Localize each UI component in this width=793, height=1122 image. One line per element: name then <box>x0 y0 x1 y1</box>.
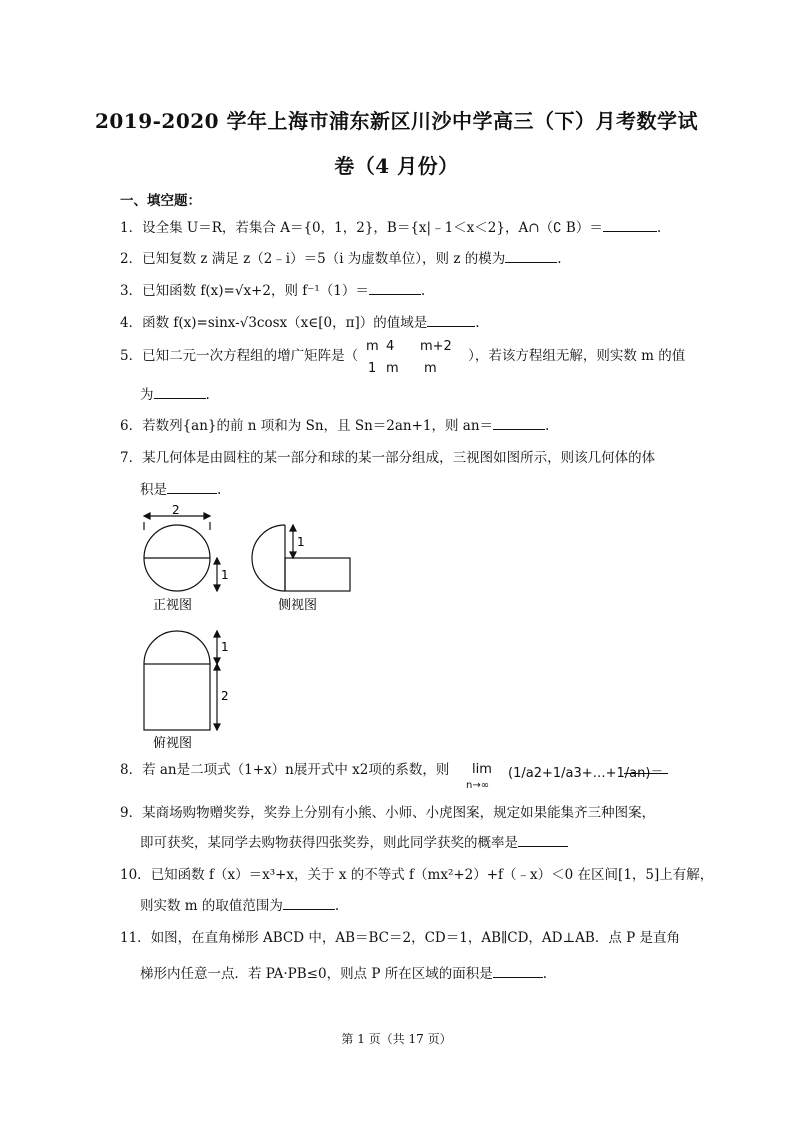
question-2 <box>120 250 562 268</box>
top-view-caption: 俯视图 <box>153 736 193 751</box>
q6-blank <box>493 417 545 430</box>
q6-text: 若数列{an}的前 n 项和为 Sn，且 Sn＝2an+1，则 an＝ <box>142 418 494 434</box>
top-view <box>144 631 220 730</box>
q1-number: 1． <box>120 220 143 236</box>
q7-blank <box>167 481 217 494</box>
question-9-line2 <box>140 834 568 852</box>
limit-sum: (1/a2+1/a3+…+1/an)＝ <box>508 766 664 781</box>
q6-number: 6． <box>120 418 143 434</box>
page-title-line2: 卷（4 月份） <box>334 154 459 178</box>
q9-line2: 即可获奖，某同学去购物获得四张奖券，则此同学获奖的概率是 <box>140 835 518 851</box>
question-10-line2 <box>140 897 339 915</box>
three-view-figure <box>135 500 365 755</box>
q10-blank <box>283 897 335 910</box>
question-11-line2 <box>140 965 547 983</box>
q10-line2: 则实数 m 的取值范围为 <box>140 898 283 914</box>
q9-blank <box>518 834 568 847</box>
q11-blank <box>493 965 543 978</box>
question-5 <box>120 347 685 365</box>
matrix-r1c1: m <box>366 339 379 354</box>
question-1 <box>120 219 661 237</box>
q8-blank <box>624 761 668 774</box>
q10-number: 10． <box>120 867 151 883</box>
q4-tail: . <box>475 315 480 331</box>
q3-number: 3． <box>120 283 143 299</box>
matrix-r1c3: m+2 <box>420 339 452 354</box>
question-7 <box>120 449 655 467</box>
q1-tail: . <box>656 220 662 236</box>
q5-number: 5． <box>120 348 143 364</box>
q4-text: 函数 f(x)=sinx-√3cosx（x∈[0，π]）的值域是 <box>142 315 428 331</box>
q2-tail: . <box>557 251 562 267</box>
matrix-r2c2: m <box>386 361 399 376</box>
page-title-line1: 2019-2020 学年上海市浦东新区川沙中学高三（下）月考数学试 <box>94 109 699 133</box>
q11-line2: 梯形内任意一点．若 PA·PB≤0，则点 P 所在区域的面积是 <box>140 966 493 982</box>
front-width-label: 2 <box>172 503 180 517</box>
q7-tail: . <box>217 482 222 498</box>
question-10 <box>120 866 713 884</box>
side-height-label: 1 <box>297 535 305 549</box>
matrix-r2c1: 1 <box>368 361 377 376</box>
q8-number: 8． <box>120 762 143 778</box>
q9-number: 9． <box>120 805 143 821</box>
lim-word: lim <box>472 762 492 777</box>
q9-text: 某商场购物赠奖券，奖券上分别有小熊、小师、小虎图案，规定如果能集齐三种图案， <box>142 805 656 821</box>
q7-line2: 积是 <box>140 482 167 498</box>
q5-line2: 为 <box>140 387 154 403</box>
q2-blank <box>505 250 557 263</box>
q5-blank <box>154 386 206 399</box>
q2-number: 2． <box>120 251 143 267</box>
q8-text: 若 an是二项式（1+x）n展开式中 x2项的系数，则 <box>142 762 450 778</box>
q5-text2: ），若该方程组无解，则实数 m 的值 <box>468 348 686 364</box>
page-footer: 第 1 页（共 17 页） <box>341 1032 452 1046</box>
question-8 <box>120 761 449 779</box>
q7-text: 某几何体是由圆柱的某一部分和球的某一部分组成，三视图如图所示，则该几何体的体 <box>142 450 656 466</box>
q5-text: 已知二元一次方程组的增广矩阵是（ <box>142 348 359 364</box>
section-heading: 一、填空题： <box>120 193 201 209</box>
q10-tail: . <box>334 898 340 914</box>
q11-number: 11． <box>120 930 151 946</box>
front-view-caption: 正视图 <box>153 598 193 613</box>
q1-text: 设全集 U＝R，若集合 A＝{0，1，2}，B＝{x|﹣1＜x＜2}，A∩（∁ B）＝ <box>142 220 603 236</box>
q11-text: 如图，在直角梯形 ABCD 中，AB＝BC＝2，CD＝1，AB∥CD，AD⊥AB．点 P 是直角 <box>150 930 681 946</box>
q1-blank <box>603 219 657 232</box>
matrix-r1c2: 4 <box>386 339 395 354</box>
q3-text: 已知函数 f(x)=√x+2，则 f⁻¹（1）＝ <box>142 283 369 299</box>
q10-text: 已知函数 f（x）＝x³+x，关于 x 的不等式 f（mx²+2）+f（﹣x）＜0 在区间[1，5]上有解， <box>150 867 714 883</box>
question-4 <box>120 314 480 332</box>
q5-tail: . <box>205 387 210 403</box>
side-view-caption: 侧视图 <box>278 598 318 613</box>
top-cap-label: 1 <box>221 640 229 654</box>
question-5-line2 <box>140 386 210 404</box>
q3-blank <box>369 282 421 295</box>
question-11 <box>120 929 680 947</box>
q11-tail: . <box>542 966 548 982</box>
matrix-r2c3: m <box>424 361 437 376</box>
q3-tail: . <box>420 283 426 299</box>
q2-text: 已知复数 z 满足 z（2﹣i）＝5（i 为虚数单位），则 z 的模为 <box>142 251 506 267</box>
front-height-label: 1 <box>221 568 229 582</box>
q4-blank <box>427 314 475 327</box>
q4-number: 4． <box>120 315 143 331</box>
question-7-line2 <box>140 481 221 499</box>
top-length-label: 2 <box>221 689 229 703</box>
lim-subscript: n→∞ <box>466 780 490 791</box>
question-6 <box>120 417 549 435</box>
q7-number: 7． <box>120 450 143 466</box>
front-view <box>144 513 220 591</box>
q6-tail: . <box>545 418 550 434</box>
question-3 <box>120 282 425 300</box>
question-9 <box>120 804 655 822</box>
